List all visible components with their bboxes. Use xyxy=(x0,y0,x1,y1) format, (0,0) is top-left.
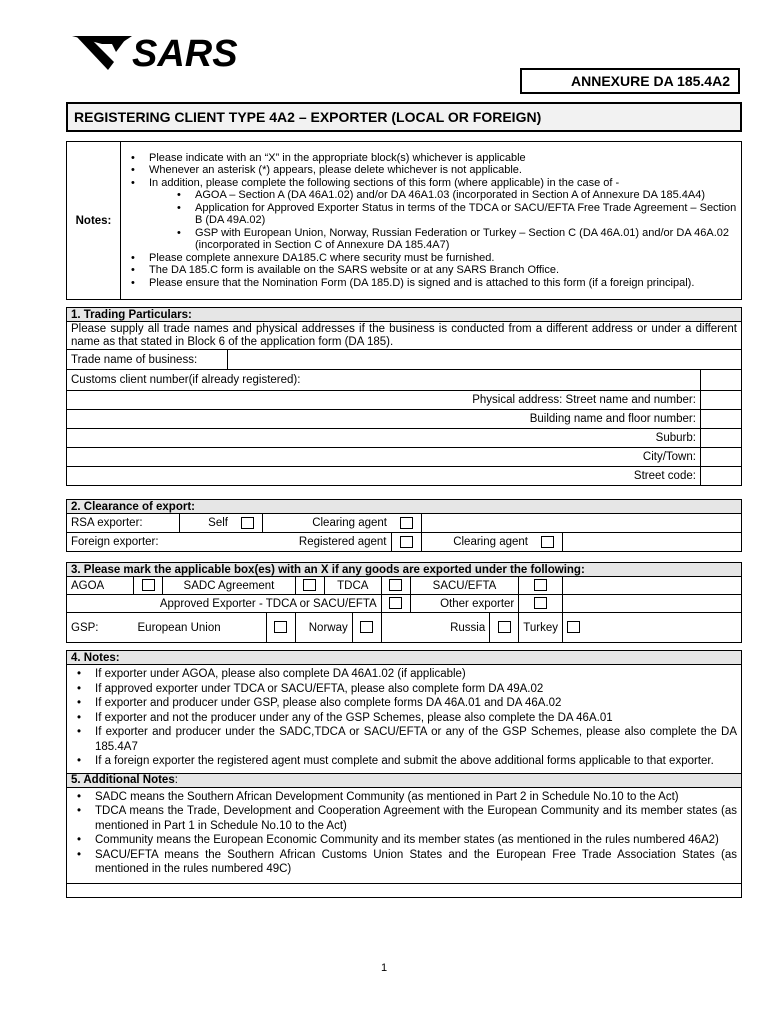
note-item: • Whenever an asterisk (*) appears, please delete whichever is not applicable. xyxy=(125,164,737,177)
sacu-efta-checkbox[interactable] xyxy=(534,579,547,591)
annexure-label: ANNEXURE DA 185.4A2 xyxy=(520,68,740,94)
tdca-checkbox[interactable] xyxy=(389,579,402,591)
clearing-agent-2-checkbox[interactable] xyxy=(541,536,554,548)
section1-intro: Please supply all trade names and physical addresses if the business is conducted from a different address or under a different name as that stated in Block 6 of the application form (DA 185). xyxy=(67,322,742,350)
note-item: • The DA 185.C form is available on the SARS website or at any SARS Branch Office. xyxy=(125,264,737,277)
note-item: • If a foreign exporter the registered agent must complete and submit the above additional forms applicable to that exporter. xyxy=(71,754,737,769)
agoa-label: AGOA xyxy=(67,577,134,595)
self-label: Self xyxy=(180,514,233,533)
note-item: • SACU/EFTA means the Southern African Customs Union States and the European Free Trade Association States (as mentioned in the rules numbered 49C) xyxy=(71,848,737,877)
norway-label: Norway xyxy=(295,613,352,643)
registered-agent-checkbox[interactable] xyxy=(400,536,413,548)
clearing-agent-checkbox[interactable] xyxy=(400,517,413,529)
trade-name-label: Trade name of business: xyxy=(67,350,228,370)
european-union-label: European Union xyxy=(134,613,267,643)
street-code-field[interactable] xyxy=(700,467,741,486)
note-item: • Please ensure that the Nomination Form (DA 185.D) is signed and is attached to this form (if a foreign principal). xyxy=(125,277,737,290)
note-item: • Please indicate with an “X” in the appropriate block(s) whichever is applicable xyxy=(125,152,737,165)
turkey-checkbox[interactable] xyxy=(567,621,580,633)
sacu-efta-label: SACU/EFTA xyxy=(410,577,519,595)
foreign-exporter-label: Foreign exporter: xyxy=(67,533,263,552)
city-field[interactable] xyxy=(700,448,741,467)
russia-checkbox[interactable] xyxy=(498,621,511,633)
russia-label: Russia xyxy=(381,613,490,643)
note-item: • Community means the European Economic Community and its member states (as mentioned in the rules numbered 46A2) xyxy=(71,833,737,848)
street-code-label: Street code: xyxy=(67,467,701,486)
city-label: City/Town: xyxy=(67,448,701,467)
approved-exporter-checkbox[interactable] xyxy=(389,597,402,609)
self-checkbox[interactable] xyxy=(241,517,254,529)
note-item: • If exporter and producer under GSP, please also complete forms DA 46A.01 and DA 46A.02 xyxy=(71,696,737,711)
section4-heading: 4. Notes: xyxy=(67,651,742,665)
trade-name-field[interactable] xyxy=(228,350,742,370)
note-subitem: • AGOA – Section A (DA 46A1.02) and/or DA 46A1.03 (incorporated in Section A of Annexure DA 185.4A4) xyxy=(173,189,737,202)
building-field[interactable] xyxy=(700,410,741,429)
rsa-exporter-label: RSA exporter: xyxy=(67,514,180,533)
clearing-agent-2-label: Clearing agent xyxy=(422,533,533,552)
note-item: • TDCA means the Trade, Development and Cooperation Agreement with the European Community and its member states (as mentioned in Part 1 in Schedule No.10 to the Act) xyxy=(71,804,737,833)
note-item: • If exporter and not the producer under any of the GSP Schemes, please also complete the DA 46A.01 xyxy=(71,711,737,726)
notes-box xyxy=(66,141,742,300)
registered-agent-label: Registered agent xyxy=(263,533,392,552)
page-number: 1 xyxy=(380,962,388,974)
section-clearance xyxy=(66,499,742,552)
building-label: Building name and floor number: xyxy=(67,410,701,429)
customs-number-label: Customs client number(if already registered): xyxy=(67,370,701,391)
street-label: Physical address: Street name and number: xyxy=(67,391,701,410)
tdca-label: TDCA xyxy=(324,577,381,595)
suburb-label: Suburb: xyxy=(67,429,701,448)
note-item: • If approved exporter under TDCA or SACU/EFTA, please also complete form DA 49A.02 xyxy=(71,682,737,697)
agoa-checkbox[interactable] xyxy=(142,579,155,591)
sadc-label: SADC Agreement xyxy=(163,577,296,595)
other-exporter-label: Other exporter xyxy=(410,595,519,613)
note-item: • If exporter under AGOA, please also complete DA 46A1.02 (if applicable) xyxy=(71,667,737,682)
note-subitem: • Application for Approved Exporter Status in terms of the TDCA or SACU/EFTA Free Trade Agreement – Section B (DA 49A.02) xyxy=(173,202,737,227)
clearing-agent-label: Clearing agent xyxy=(263,514,392,533)
sadc-checkbox[interactable] xyxy=(303,579,316,591)
section-notes xyxy=(66,650,742,898)
european-union-checkbox[interactable] xyxy=(274,621,287,633)
approved-exporter-label: Approved Exporter - TDCA or SACU/EFTA xyxy=(67,595,382,613)
page-title: REGISTERING CLIENT TYPE 4A2 – EXPORTER (LOCAL OR FOREIGN) xyxy=(66,102,742,132)
note-item: • In addition, please complete the following sections of this form (where applicable) in the case of - xyxy=(125,177,737,190)
section-export-schemes xyxy=(66,562,742,643)
note-subitem: • GSP with European Union, Norway, Russian Federation or Turkey – Section C (DA 46A.01) and/or DA 46A.02 (incorporated in Section C of Annexure DA 185.4A7) xyxy=(173,227,737,252)
turkey-label: Turkey xyxy=(519,613,563,643)
section3-heading: 3. Please mark the applicable box(es) with an X if any goods are exported under the following: xyxy=(67,563,742,577)
street-field[interactable] xyxy=(700,391,741,410)
note-item: • SADC means the Southern African Development Community (as mentioned in Part 2 in Schedule No.10 to the Act) xyxy=(71,790,737,805)
note-item: • Please complete annexure DA185.C where security must be furnished. xyxy=(125,252,737,265)
suburb-field[interactable] xyxy=(700,429,741,448)
note-item: • If exporter and producer under the SADC,TDCA or SACU/EFTA or any of the GSP Schemes, please also complete the DA 185.4A7 xyxy=(71,725,737,754)
svg-text:SARS: SARS xyxy=(132,33,238,74)
section-trading-particulars xyxy=(66,307,742,486)
norway-checkbox[interactable] xyxy=(360,621,373,633)
section5-heading: 5. Additional Notes: xyxy=(67,773,742,787)
gsp-label: GSP: xyxy=(67,613,134,643)
customs-number-field[interactable] xyxy=(700,370,741,391)
section1-heading: 1. Trading Particulars: xyxy=(67,308,742,322)
blank-row xyxy=(67,883,742,897)
other-exporter-checkbox[interactable] xyxy=(534,597,547,609)
notes-label: Notes: xyxy=(67,142,121,300)
section2-heading: 2. Clearance of export: xyxy=(67,500,742,514)
sars-logo xyxy=(72,30,247,74)
